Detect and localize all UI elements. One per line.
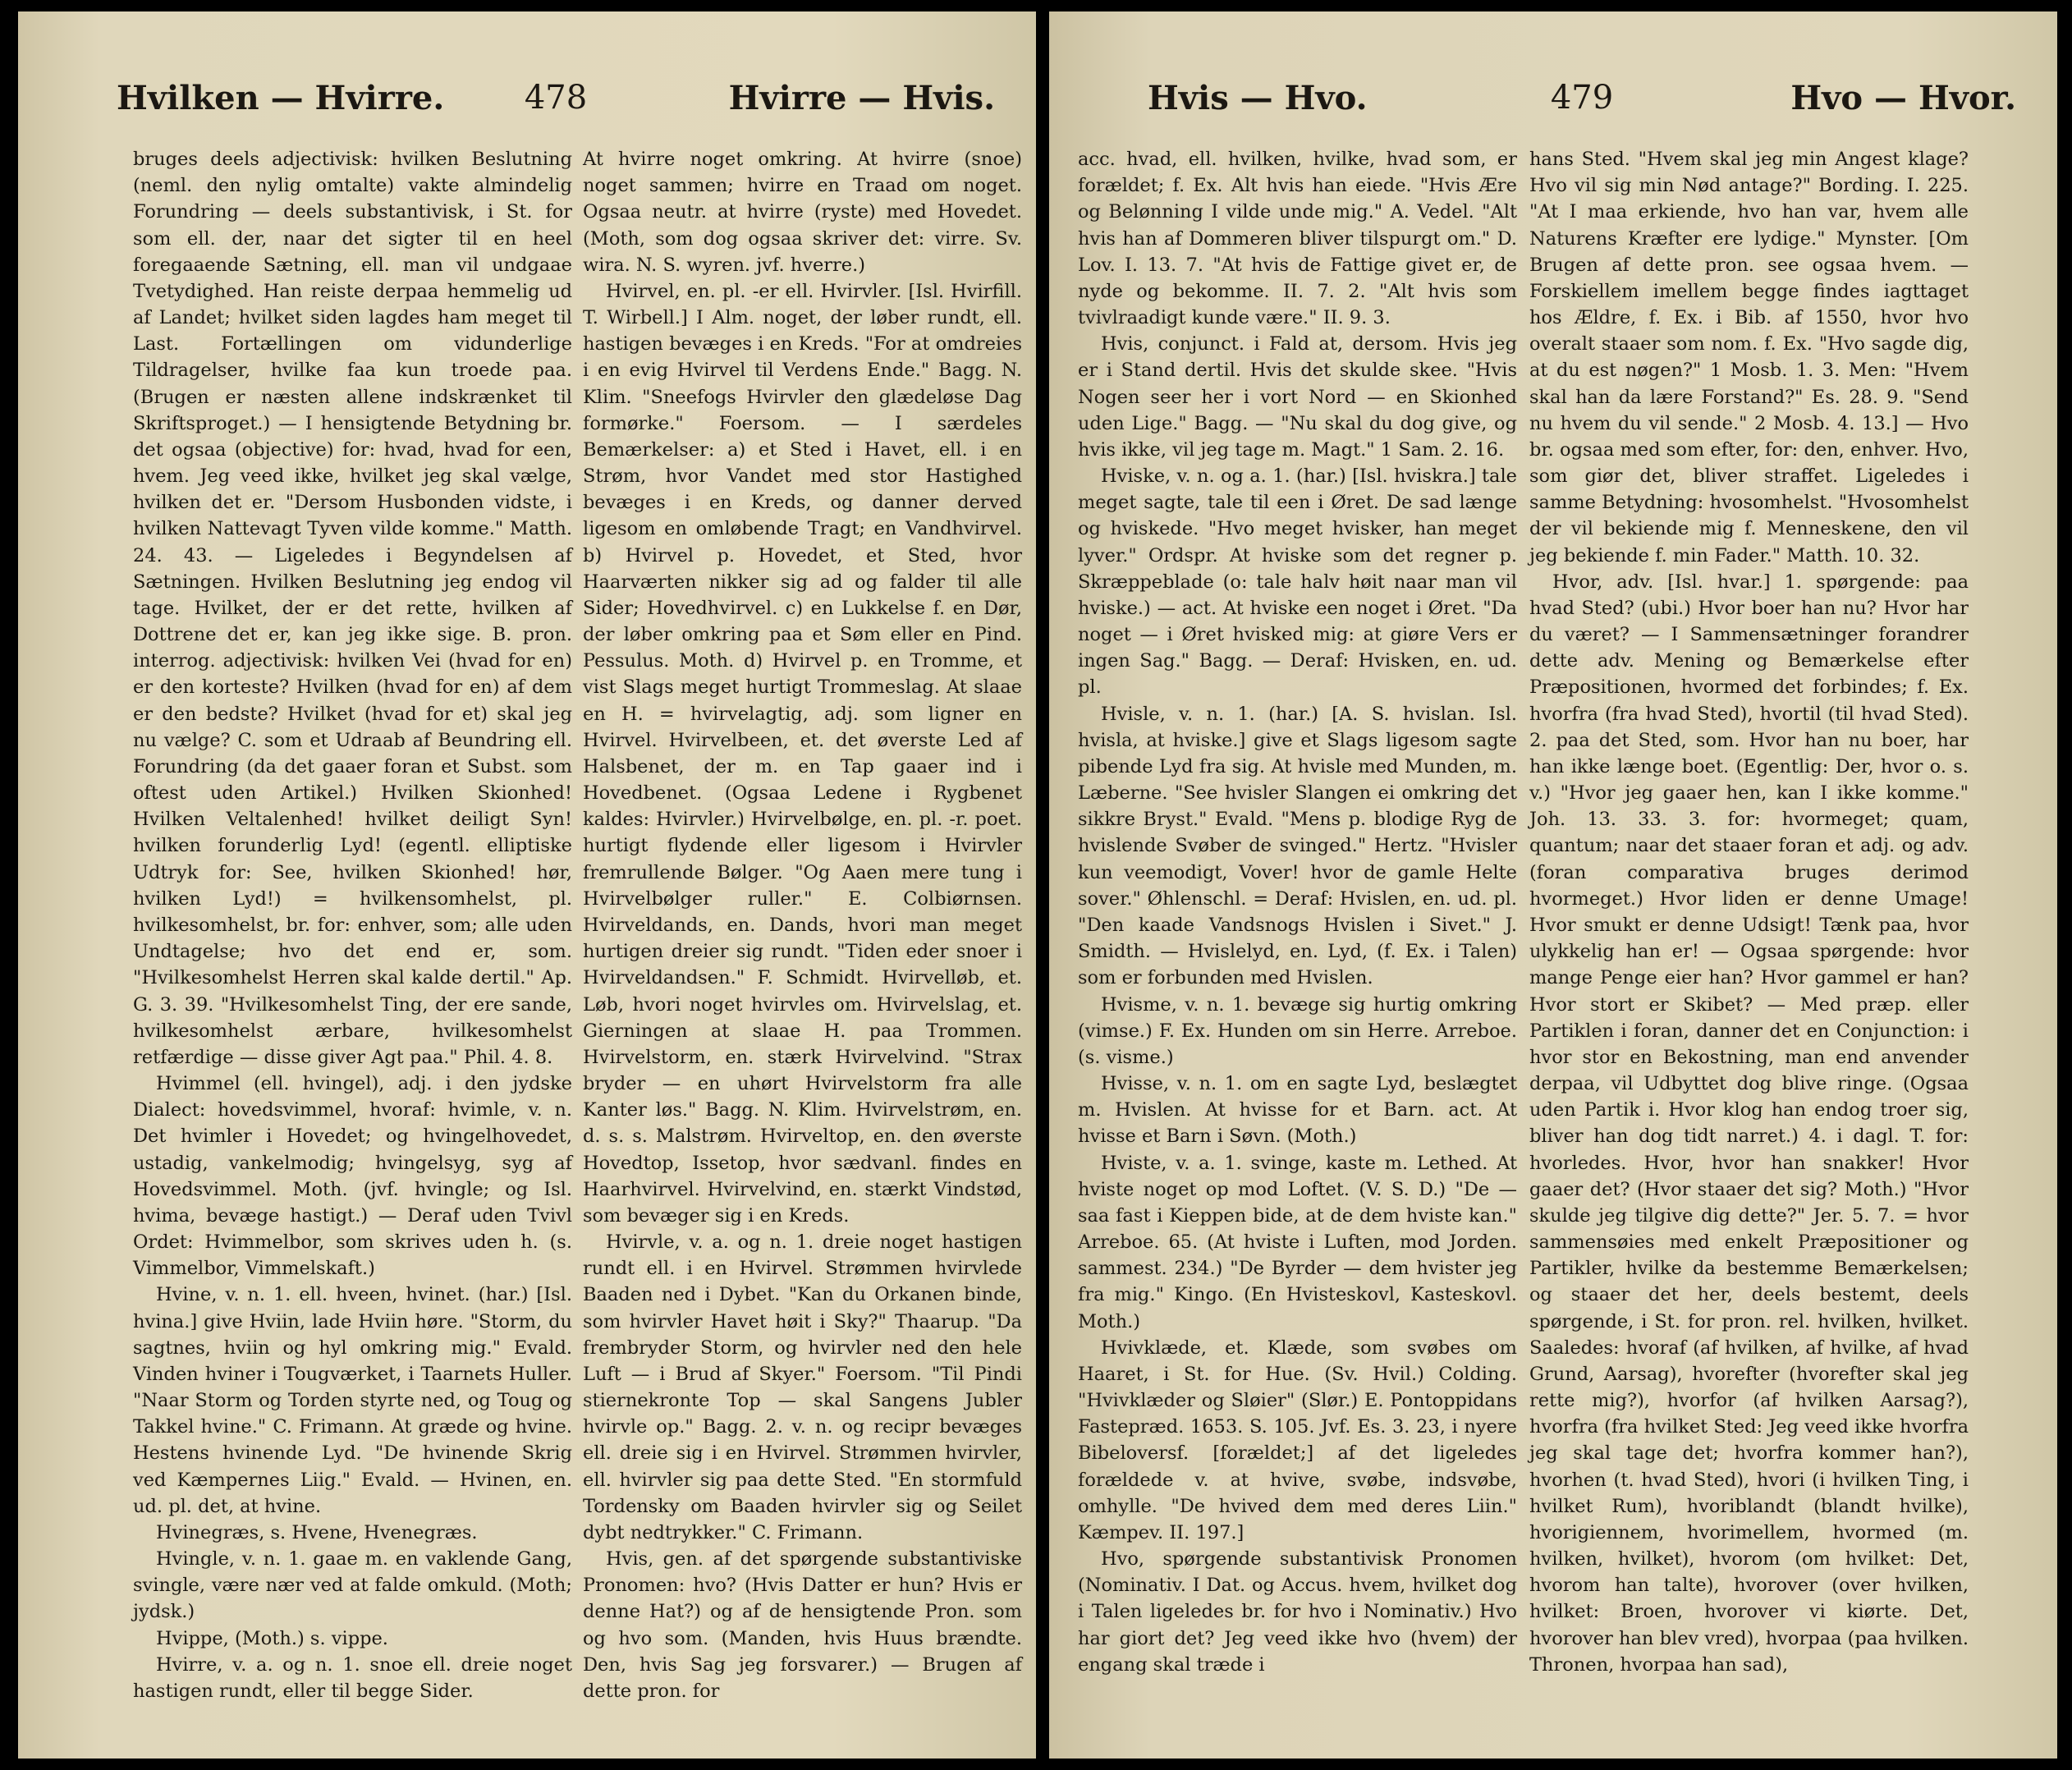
left-page-column-1 xyxy=(133,146,572,1704)
right-header-guideword-first: Hvis — Hvo. xyxy=(1148,79,1368,117)
dictionary-entry: Hvirvel, en. pl. -er ell. Hvirvler. [Isl. Hvirfill. T. Wirbell.] I Alm. noget, der løber rundt, ell. hastigen bevæges i en Kreds. "For at omdreies i en evig Hvirvel til Verdens Ende." Bagg. N. Klim. "Sneefogs Hvirvler den glædeløse Dag formørke." Foersom. — I særdeles Bemærkelser: a) et Sted i Havet, ell. i en Strøm, hvor Vandet med stor Hastighed bevæges i en Kreds, og danner derved ligesom en omløbende Tragt; en Vandhvirvel. b) Hvirvel p. Hovedet, et Sted, hvor Haarværten nikker sig ad og falder til alle Sider; Hovedhvirvel. c) en Lukkelse f. en Dør, der løber omkring paa et Søm eller en Pind. Pessulus. Moth. d) Hvirvel p. en Tromme, et vist Slags meget hurtigt Trommeslag. At slaae en H. = hvirvelagtig, adj. som ligner en Hvirvel. Hvirvelbeen, et. det øverste Led af Halsbenet, der m. en Tap gaaer ind i Hovedbenet. (Ogsaa Ledene i Rygbenet kaldes: Hvirvler.) Hvirvelbølge, en. pl. -r. poet. hurtigt flydende eller ligesom i Hvirvler fremrullende Bølger. "Og Aaen mere tung i Hvirvelbølger ruller." E. Colbiørnsen. Hvirveldands, en. Dands, hvori man meget hurtigen dreier sig rundt. "Tiden eder snoer i Hvirveldandsen." F. Schmidt. Hvirvelløb, et. Løb, hvori noget hvirvles om. Hvirvelslag, et. Gierningen at slaae H. paa Trommen. Hvirvelstorm, en. stærk Hvirvelvind. "Strax bryder — en uhørt Hvirvelstorm fra alle Kanter løs." Bagg. N. Klim. Hvirvelstrøm, en. d. s. s. Malstrøm. Hvirveltop, en. den øverste Hovedtop, Issetop, hvor sædvanl. findes en Haarhvirvel. Hvirvelvind, en. stærkt Vindstød, som bevæger sig i en Kreds. xyxy=(583,280,1022,1227)
dictionary-entry: Hviske, v. n. og a. 1. (har.) [Isl. hviskra.] tale meget sagte, tale til een i Øret. De sad længe og hviskede. "Hvo meget hvisker, han meget lyver." Ordspr. At hviske som det regner p. Skræppeblade (o: tale halv høit naar man vil hviske.) — act. At hviske een noget i Øret. "Da noget — i Øret hvisked mig: at giøre Vers er ingen Sag." Bagg. — Deraf: Hvisken, en. ud. pl. xyxy=(1078,465,1517,699)
right-page-header xyxy=(1148,79,2016,128)
left-page-header xyxy=(117,79,995,128)
dictionary-entry: Hvisme, v. n. 1. bevæge sig hurtig omkring (vimse.) F. Ex. Hunden om sin Herre. Arreboe. (s. visme.) xyxy=(1078,993,1517,1068)
right-page xyxy=(1049,11,2057,1759)
dictionary-entry: Hvirvle, v. a. og n. 1. dreie noget hastigen rundt ell. i en Hvirvel. Strømmen hvirvlede Baaden ned i Dybet. "Kan du Orkanen binde, som hvirvler Havet høit i Sky?" Thaarup. "Da frembryder Storm, og hvirvler ned den hele Luft — i Brud af Skyer." Foersom. "Til Pindi stiernekronte Top — skal Sangens Jubler hvirvle op." Bagg. 2. v. n. og recipr bevæges ell. dreie sig i en Hvirvel. Strømmen hvirvler, ell. hvirvler sig paa dette Sted. "En stormfuld Tordensky om Baaden hvirvler sig og Seilet dybt nedtrykker." C. Frimann. xyxy=(583,1231,1022,1543)
dictionary-entry: Hviste, v. a. 1. svinge, kaste m. Lethed. At hviste noget op mod Loftet. (V. S. D.) "De — saa fast i Kieppen bide, at de dem hviste kan." Arreboe. 65. (At hviste i Luften, mod Jorden. sammest. 234.) "De Byrder — dem hvister jeg fra mig." Kingo. (En Hvisteskovl, Kasteskovl. Moth.) xyxy=(1078,1152,1517,1332)
dictionary-entry: Hvimmel (ell. hvingel), adj. i den jydske Dialect: hovedsvimmel, hvoraf: hvimle, v. n. Det hvimler i Hovedet; og hvingelhovedet, ustadig, vankelmodig; hvingelsyg, syg af Hovedsvimmel. Moth. (jvf. hvingle; og Isl. hvima, bevæge hastigt.) — Deraf uden Tvivl Ordet: Hvimmelbor, som skrives uden h. (s. Vimmelbor, Vimmelskaft.) xyxy=(133,1073,572,1280)
dictionary-entry: Hvis, conjunct. i Fald at, dersom. Hvis jeg er i Stand dertil. Hvis det skulde skee. "Hvis Nogen seer her i vort Nord — en Skionhed uden Lige." Bagg. — "Nu skal du dog give, og hvis ikke, vil jeg tage m. Magt." 1 Sam. 2. 16. xyxy=(1078,333,1517,461)
dictionary-entry: Hvivklæde, et. Klæde, som svøbes om Haaret, i St. for Hue. (Sv. Hvil.) Colding. "Hvivklæder og Sløier" (Slør.) E. Pontoppidans Fastepræd. 1653. S. 105. Jvf. Es. 3. 23, i nyere Bibeloversf. [forældet;] af det ligeledes forældede v. at hvive, svøbe, indsvøbe, omhylle. "De hvived dem med deres Liin." Kæmpev. II. 197.] xyxy=(1078,1337,1517,1543)
dictionary-entry: Hvisle, v. n. 1. (har.) [A. S. hvislan. Isl. hvisla, at hviske.] give et Slags ligesom sagte pibende Lyd fra sig. At hvisle med Munden, m. Læberne. "See hvisler Slangen ei omkring det sikkre Bryst." Evald. "Mens p. blodige Ryg de hvislende Svøber de svinged." Hertz. "Hvisler kun veemodigt, Vover! hvor de gamle Helte sover." Øhlenschl. = Deraf: Hvislen, en. ud. pl. "Den kaade Vandsnogs Hvislen i Sivet." J. Smidth. — Hvislelyd, en. Lyd, (f. Ex. i Talen) som er forbunden med Hvislen. xyxy=(1078,703,1517,989)
dictionary-entry: Hvippe, (Moth.) s. vippe. xyxy=(156,1627,388,1649)
dictionary-entry: Hvine, v. n. 1. ell. hveen, hvinet. (har.) [Isl. hvina.] give Hviin, lade Hviin høre. "Storm, du sagtnes, hviin og hyl omkring mig." Evald. Vinden hviner i Tougværket, i Taarnets Huller. "Naar Storm og Torden styrte ned, og Toug og Takkel hvine." C. Frimann. At græde og hvine. Hestens hvinende Lyd. "De hvinende Skrig ved Kæmpernes Liig." Evald. — Hvinen, en. ud. pl. det, at hvine. xyxy=(133,1284,572,1517)
dictionary-entry: Hvis, gen. af det spørgende substantiviske Pronomen: hvo? (Hvis Datter er hun? Hvis er denne Hat?) og af de hensigtende Pron. som og hvo som. (Manden, hvis Huus brændte. Den, hvis Sag jeg forsvarer.) — Brugen af dette pron. for xyxy=(583,1548,1022,1702)
dictionary-entry: Hvirre, v. a. og n. 1. snoe ell. dreie noget hastigen rundt, eller til begge Sider. xyxy=(133,1653,572,1702)
left-page-number: 478 xyxy=(524,79,588,117)
left-page xyxy=(18,11,1036,1759)
dictionary-entry: hans Sted. "Hvem skal jeg min Angest klage? Hvo vil sig min Nød antage?" Bording. I. 225. "At I maa erkiende, hvo han var, hvem alle Naturens Kræfter ere lydige." Mynster. [Om Brugen af dette pron. see ogsaa hvem. — Forskiellem imellem begge findes iagttaget hos Ældre, f. Ex. i Bib. af 1550, hvor hvo overalt staaer som nom. f. Ex. "Hvo sagde dig, at du est nøgen?" 1 Mosb. 1. 3. Men: "Hvem skal han da lære Forstand?" Es. 28. 9. "Send nu hvem du vil sende." 2 Mosb. 4. 13.] — Hvo br. ogsaa med som efter, for: den, enhver. Hvo, som giør det, bliver straffet. Ligeledes i samme Betydning: hvosomhelst. "Hvosomhelst der vil bekiende mig f. Menneskene, den vil jeg bekiende f. min Fader." Matth. 10. 32. xyxy=(1529,149,1969,566)
dictionary-entry: Hvo, spørgende substantivisk Pronomen (Nominativ. I Dat. og Accus. hvem, hvilket dog i Talen ligeledes br. for hvo i Nominativ.) Hvo har giort det? Jeg veed ikke hvo (hvem) der engang skal træde i xyxy=(1078,1548,1517,1676)
dictionary-entry: At hvirre noget omkring. At hvirre (snoe) noget sammen; hvirre en Traad om noget. Ogsaa neutr. at hvirre (ryste) med Hovedet. (Moth, som dog ogsaa skriver det: virre. Sv. wira. N. S. wyren. jvf. hverre.) xyxy=(583,149,1022,276)
dictionary-entry: Hvinegræs, s. Hvene, Hvenegræs. xyxy=(156,1521,478,1543)
dictionary-entry: acc. hvad, ell. hvilken, hvilke, hvad som, er forældet; f. Ex. Alt hvis han eiede. "Hvis Ære og Belønning I vilde unde mig." A. Vedel. "Alt hvis han af Dommeren bliver tilspurgt om." D. Lov. I. 13. 7. "At hvis de Fattige givet er, de nyde og bekomme. II. 7. 2. "Alt hvis som tvivlraadigt kunde være." II. 9. 3. xyxy=(1078,149,1517,329)
dictionary-entry: Hvingle, v. n. 1. gaae m. en vaklende Gang, svingle, være nær ved at falde omkuld. (Moth; jydsk.) xyxy=(133,1548,572,1623)
right-page-number: 479 xyxy=(1550,79,1614,117)
right-page-column-1 xyxy=(1078,146,1517,1678)
left-header-guideword-last: Hvirre — Hvis. xyxy=(728,79,995,117)
right-header-guideword-last: Hvo — Hvor. xyxy=(1790,79,2016,117)
left-header-guideword-first: Hvilken — Hvirre. xyxy=(117,79,445,117)
dictionary-entry: Hvor, adv. [Isl. hvar.] 1. spørgende: paa hvad Sted? (ubi.) Hvor boer han nu? Hvor har du været? — I Sammensætninger forandrer dette adv. Mening og Bemærkelse efter Præpositionen, hvormed det forbindes; f. Ex. hvorfra (fra hvad Sted), hvortil (til hvad Sted). 2. paa det Sted, som. Hvor han nu boer, har han ikke længe boet. (Egentlig: Der, hvor o. s. v.) "Hvor jeg gaaer hen, kan I ikke komme." Joh. 13. 33. 3. for: hvormeget; quam, quantum; naar det staaer foran et adj. og adv. (foran comparativa bruges derimod hvormeget.) Hvor liden er denne Umage! Hvor smukt er denne Udsigt! Tænk paa, hvor ulykkelig han er! — Ogsaa spørgende: hvor mange Penge eier han? Hvor gammel er han? Hvor stort er Skibet? — Med præp. eller Partiklen i foran, danner det en Conjunction: i hvor stor en Bekostning, man end anvender derpaa, vil Udbyttet dog blive ringe. (Ogsaa uden Partik i. Hvor klog han endog troer sig, bliver han dog tidt narret.) 4. i dagl. T. for: hvorledes. Hvor, hvor han snakker! Hvor gaaer det? (Hvor staaer det sig? Moth.) "Hvor skulde jeg tilgive dig dette?" Jer. 5. 7. = hvor sammensøies med enkelt Præpositioner og Partikler, hvilke da bestemme Bemærkelsen; og staaer det her, deels bestemt, deels spørgende, i St. for pron. rel. hvilken, hvilket. Saaledes: hvoraf (af hvilken, af hvilke, af hvad Grund, Aarsag), hvorefter (hvorefter skal jeg rette mig?), hvorfor (af hvilken Aarsag?), hvorfra (fra hvilket Sted: Jeg veed ikke hvorfra jeg skal tage det; hvorfra kommer han?), hvorhen (t. hvad Sted), hvori (i hvilken Ting, i hvilket Rum), hvoriblandt (blandt hvilke), hvorigiennem, hvorimellem, hvormed (m. hvilken, hvilket), hvorom (om hvilket: Det, hvorom han talte), hvorover (over hvilken, hvilket: Broen, hvorover vi kiørte. Det, hvorover han blev vred), hvorpaa (paa hvilken. Thronen, hvorpaa han sad), xyxy=(1529,571,1969,1676)
dictionary-entry: Hvisse, v. n. 1. om en sagte Lyd, beslægtet m. Hvislen. At hvisse for et Barn. act. At hvisse et Barn i Søvn. (Moth.) xyxy=(1078,1073,1517,1148)
left-page-column-2 xyxy=(583,146,1022,1704)
dictionary-entry: bruges deels adjectivisk: hvilken Beslutning (neml. den nylig omtalte) vakte almindelig Forundring — deels substantivisk, i St. for som ell. der, naar det sigter til en heel foregaaende Sætning, ell. man vil undgaae Tvetydighed. Han reiste derpaa hemmelig ud af Landet; hvilket siden lagdes ham meget til Last. Fortællingen om vidunderlige Tildragelser, hvilke faa kun troede paa. (Brugen er næsten allene indskrænket til Skriftsproget.) — I hensigtende Betydning br. det ogsaa (objective) for: hvad, hvad for een, hvem. Jeg veed ikke, hvilket jeg skal vælge, hvilken det er. "Dersom Husbonden vidste, i hvilken Nattevagt Tyven vilde komme." Matth. 24. 43. — Ligeledes i Begyndelsen af Sætningen. Hvilken Beslutning jeg endog vil tage. Hvilket, der er det rette, hvilken af Dottrene det er, kan jeg ikke sige. B. pron. interrog. adjectivisk: hvilken Vei (hvad for en) er den korteste? Hvilken (hvad for en) af dem er den bedste? Hvilket (hvad for et) skal jeg nu vælge? C. som et Udraab af Beundring ell. Forundring (da det gaaer foran et Subst. som oftest uden Artikel.) Hvilken Skionhed! Hvilken Veltalenhed! hvilket deiligt Syn! hvilken forunderlig Lyd! (egentl. elliptiske Udtryk for: See, hvilken Skionhed! hør, hvilken Lyd!) = hvilkensomhelst, pl. hvilkesomhelst, br. for: enhver, som; alle uden Undtagelse; hvo det end er, som. "Hvilkesomhelst Herren skal kalde dertil." Ap. G. 3. 39. "Hvilkesomhelst Ting, der ere sande, hvilkesomhelst ærbare, hvilkesomhelst retfærdige — disse giver Agt paa." Phil. 4. 8. xyxy=(133,149,572,1068)
right-page-column-2 xyxy=(1529,146,1969,1678)
